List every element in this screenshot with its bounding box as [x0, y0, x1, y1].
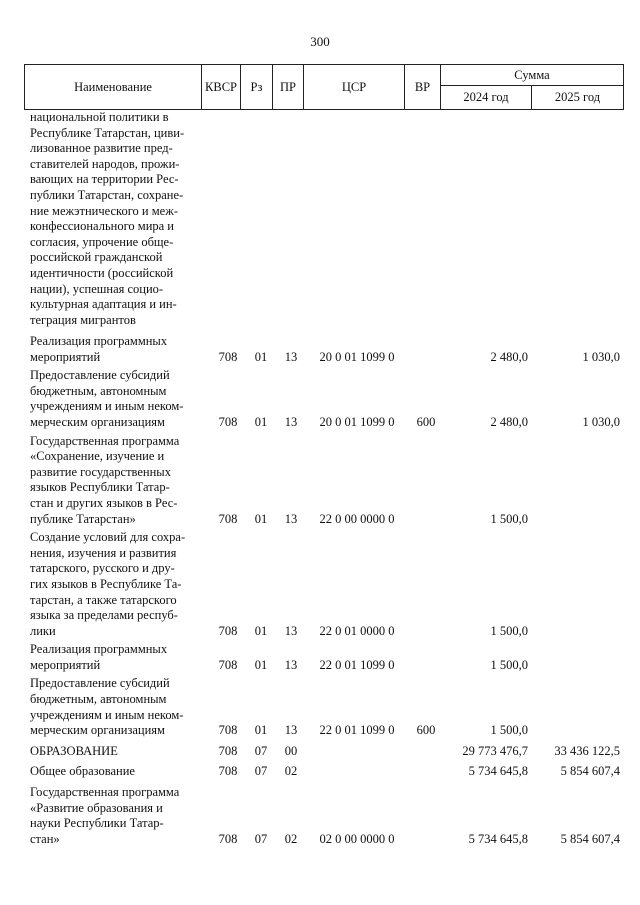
row-csr: 22 0 00 0000 0: [319, 511, 395, 526]
header-name: Наименование: [24, 64, 202, 110]
row-rz: 07: [254, 764, 268, 779]
row-sum-2024: 1 500,0: [490, 511, 528, 526]
row-kvsr: 708: [218, 831, 238, 846]
row-pr: 13: [284, 349, 298, 364]
table-row: [24, 434, 624, 528]
header-2025: 2025 год: [531, 85, 624, 110]
row-sum-2025: 1 030,0: [582, 414, 620, 429]
row-kvsr: 708: [218, 349, 238, 364]
row-sum-2024: 5 734 645,8: [468, 764, 528, 779]
row-csr: 22 0 01 1099 0: [319, 723, 395, 738]
row-name: Государственная программа «Сохранение, изучение и развитие государственных языков Республики Татар- стан и других языков в Рес- публике Татарстан»: [30, 433, 180, 526]
row-pr: 00: [284, 743, 298, 758]
table-row: [24, 530, 624, 639]
row-pr: 13: [284, 657, 298, 672]
row-pr: 02: [284, 831, 298, 846]
header-pr: ПР: [272, 64, 304, 110]
row-kvsr: 708: [218, 723, 238, 738]
page-number: 300: [310, 34, 330, 49]
header-2024: 2024 год: [440, 85, 532, 110]
table-row: [24, 764, 624, 780]
table-row: [24, 334, 624, 365]
row-rz: 01: [254, 623, 268, 638]
row-name: Реализация программных мероприятий: [30, 334, 168, 364]
row-sum-2025: 1 030,0: [582, 349, 620, 364]
row-pr: 13: [284, 623, 298, 638]
row-kvsr: 708: [218, 743, 238, 758]
header-vr: ВР: [404, 64, 441, 110]
row-sum-2025: 5 854 607,4: [560, 764, 620, 779]
row-kvsr: 708: [218, 414, 238, 429]
row-name: Предоставление субсидий бюджетным, автономным учреждениям и иным неком- мерческим организациям: [30, 676, 184, 738]
row-kvsr: 708: [218, 657, 238, 672]
header-rz: Рз: [240, 64, 273, 110]
row-sum-2024: 2 480,0: [490, 414, 528, 429]
row-name: Реализация программных мероприятий: [30, 642, 168, 672]
header-sum: Сумма: [440, 64, 624, 86]
row-sum-2024: 1 500,0: [490, 657, 528, 672]
row-pr: 02: [284, 764, 298, 779]
row-sum-2024: 5 734 645,8: [468, 831, 528, 846]
row-rz: 01: [254, 414, 268, 429]
row-csr: 22 0 01 1099 0: [319, 657, 395, 672]
table-row: [24, 744, 624, 760]
table-row: [24, 110, 624, 328]
row-csr: 22 0 01 0000 0: [319, 623, 395, 638]
row-pr: 13: [284, 414, 298, 429]
table-row: [24, 785, 624, 847]
row-rz: 01: [254, 657, 268, 672]
row-rz: 07: [254, 831, 268, 846]
row-name: Общее образование: [30, 764, 135, 779]
row-kvsr: 708: [218, 511, 238, 526]
row-sum-2024: 1 500,0: [490, 623, 528, 638]
row-rz: 01: [254, 723, 268, 738]
table-body: [24, 110, 624, 847]
row-rz: 01: [254, 349, 268, 364]
row-vr: 600: [416, 723, 436, 738]
row-sum-2024: 29 773 476,7: [462, 743, 528, 758]
row-kvsr: 708: [218, 764, 238, 779]
header-kvsr: КВСР: [201, 64, 241, 110]
row-csr: 02 0 00 0000 0: [319, 831, 395, 846]
table-row: [24, 642, 624, 673]
header-csr: ЦСР: [303, 64, 405, 110]
row-rz: 07: [254, 743, 268, 758]
table-row: [24, 368, 624, 430]
row-rz: 01: [254, 511, 268, 526]
row-sum-2025: 5 854 607,4: [560, 831, 620, 846]
row-vr: 600: [416, 414, 436, 429]
row-sum-2024: 1 500,0: [490, 723, 528, 738]
row-name: Предоставление субсидий бюджетным, автономным учреждениям и иным неком- мерческим организациям: [30, 368, 184, 429]
row-name: ОБРАЗОВАНИЕ: [30, 743, 118, 758]
row-pr: 13: [284, 723, 298, 738]
row-kvsr: 708: [218, 623, 238, 638]
row-name: национальной политики в Республике Татарстан, циви- лизованное развитие пред- ставителей народов, прожи- вающих на территории Рес- публики Татарстан, сохране- ние межэтнического и меж- конфессионального мира и согласия, упрочение обще- российской гражданской идентичности (российской нации), успешная социо- культурная адаптация и ин- теграция мигрантов: [30, 110, 185, 327]
row-name: Государственная программа «Развитие образования и науки Республики Татар- стан»: [30, 785, 180, 846]
table-row: [24, 676, 624, 738]
row-sum-2024: 2 480,0: [490, 349, 528, 364]
row-name: Создание условий для сохра- нения, изучения и развития татарского, русского и дру- гих языков в Республике Та- тарстан, а также татарского языка за пределами респуб- лики: [30, 530, 186, 638]
row-pr: 13: [284, 511, 298, 526]
row-csr: 20 0 01 1099 0: [319, 349, 395, 364]
row-sum-2025: 33 436 122,5: [554, 743, 620, 758]
row-csr: 20 0 01 1099 0: [319, 414, 395, 429]
